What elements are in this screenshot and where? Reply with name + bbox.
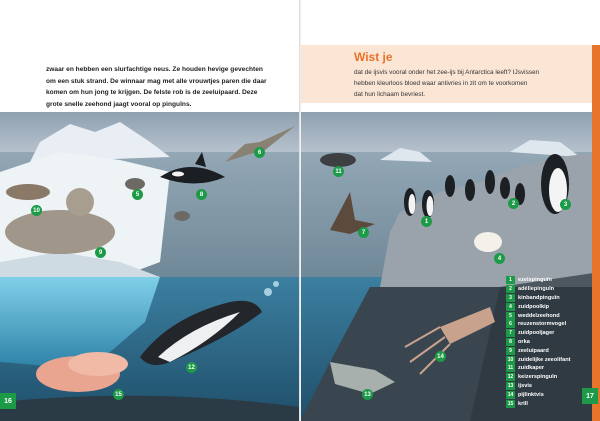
marker-9: 9	[95, 247, 106, 258]
legend-label: ijsvis	[518, 382, 532, 389]
marker-8: 8	[196, 189, 207, 200]
marker-15: 15	[113, 389, 124, 400]
legend-number: 4	[506, 303, 515, 311]
wist-je-text	[354, 67, 584, 100]
legend-item	[506, 311, 571, 320]
right-whale	[320, 153, 356, 167]
legend-number: 1	[506, 276, 515, 284]
marker-5: 5	[132, 189, 143, 200]
legend-label: zeeluipaard	[518, 347, 549, 354]
marker-3: 3	[560, 199, 571, 210]
marker-7: 7	[358, 227, 369, 238]
legend-number: 12	[507, 374, 514, 381]
left-body-text	[46, 64, 278, 110]
wist-je-line: hebben kleurloos bloed waar antivries in zit om te voorkomen	[354, 80, 528, 87]
legend-number: 5	[506, 312, 515, 320]
weddell-seal	[125, 178, 145, 190]
legend-item	[506, 285, 571, 294]
page-number-right: 17	[582, 388, 598, 404]
marker-12: 12	[186, 362, 197, 373]
elephant-seal	[6, 184, 50, 200]
legend-item	[506, 373, 571, 382]
bubbles	[264, 288, 272, 296]
marker-4: 4	[494, 253, 505, 264]
legend-number: 9	[506, 347, 515, 355]
legend-label: zuidpoolkip	[518, 303, 550, 310]
marker-6: 6	[254, 147, 265, 158]
legend-label: ezelspinguïn	[518, 277, 552, 284]
legend-label: keizerspinguïn	[518, 374, 558, 381]
accent-bar	[592, 45, 600, 421]
legend-item	[506, 294, 571, 303]
legend-item	[506, 382, 571, 391]
legend-item	[506, 346, 571, 355]
legend-label: zuidelijke zeeolifant	[518, 356, 571, 363]
legend-item	[506, 355, 571, 364]
book-gutter	[299, 0, 301, 421]
bubbles	[273, 281, 279, 287]
left-text-line: grote snelle zeehond jaagt vooral op pinguïns.	[46, 100, 192, 108]
legend-label: krill	[518, 400, 528, 407]
legend-label: zuidkaper	[518, 365, 545, 372]
legend-number: 10	[507, 356, 514, 363]
legend-label: weddelzeehond	[518, 312, 560, 319]
legend-item	[506, 320, 571, 329]
weddell-seal-swimming	[174, 211, 190, 221]
legend-label: kinbandpinguïn	[518, 294, 560, 301]
legend-label: pijlinktvis	[518, 391, 544, 398]
legend-number: 3	[506, 294, 515, 302]
marker-13: 13	[362, 389, 373, 400]
legend-label: orka	[518, 338, 530, 345]
marker-10: 10	[31, 205, 42, 216]
wist-je-line: dat de ijsvis vooral onder het zee-ijs bij Antarctica leeft? IJsvissen	[354, 69, 540, 76]
page-number-left: 16	[0, 393, 16, 409]
legend-label: adéliepinguïn	[518, 286, 555, 293]
marker-11: 11	[333, 166, 344, 177]
legend-item	[506, 390, 571, 399]
legend-item	[506, 276, 571, 285]
legend-item	[506, 338, 571, 347]
legend-number: 11	[507, 365, 514, 372]
legend-item	[506, 399, 571, 408]
marker-14: 14	[435, 351, 446, 362]
legend-number: 2	[506, 285, 515, 293]
legend-label: zuidpooljager	[518, 330, 555, 337]
left-text-line: komen om hun jong te krijgen. De felste rob is de zeeluipaard. Deze	[46, 89, 258, 97]
left-text-line: om een stuk strand. De winnaar mag met alle vrouwtjes paren die daar	[46, 77, 267, 85]
legend-number: 6	[506, 320, 515, 328]
legend-label: reuzenstormvogel	[518, 321, 567, 328]
legend-number: 7	[506, 329, 515, 337]
legend-item	[506, 329, 571, 338]
legend-number: 8	[506, 338, 515, 346]
species-legend	[506, 276, 571, 408]
legend-item	[506, 364, 571, 373]
left-text-line: zwaar en hebben een slurfachtige neus. Ze houden hevige gevechten	[46, 66, 263, 73]
marker-1: 1	[421, 216, 432, 227]
legend-number: 14	[507, 391, 514, 398]
orca-patch	[172, 172, 184, 177]
sheathbill	[474, 232, 502, 252]
marker-2: 2	[508, 198, 519, 209]
legend-number: 13	[507, 382, 514, 389]
wist-je-line: dat hun lichaam bevriest.	[354, 91, 426, 98]
wist-je-title: Wist je	[354, 50, 393, 64]
legend-item	[506, 302, 571, 311]
leopard-seal-head	[66, 188, 94, 216]
krill-swarm	[68, 352, 128, 376]
legend-number: 15	[507, 400, 514, 407]
